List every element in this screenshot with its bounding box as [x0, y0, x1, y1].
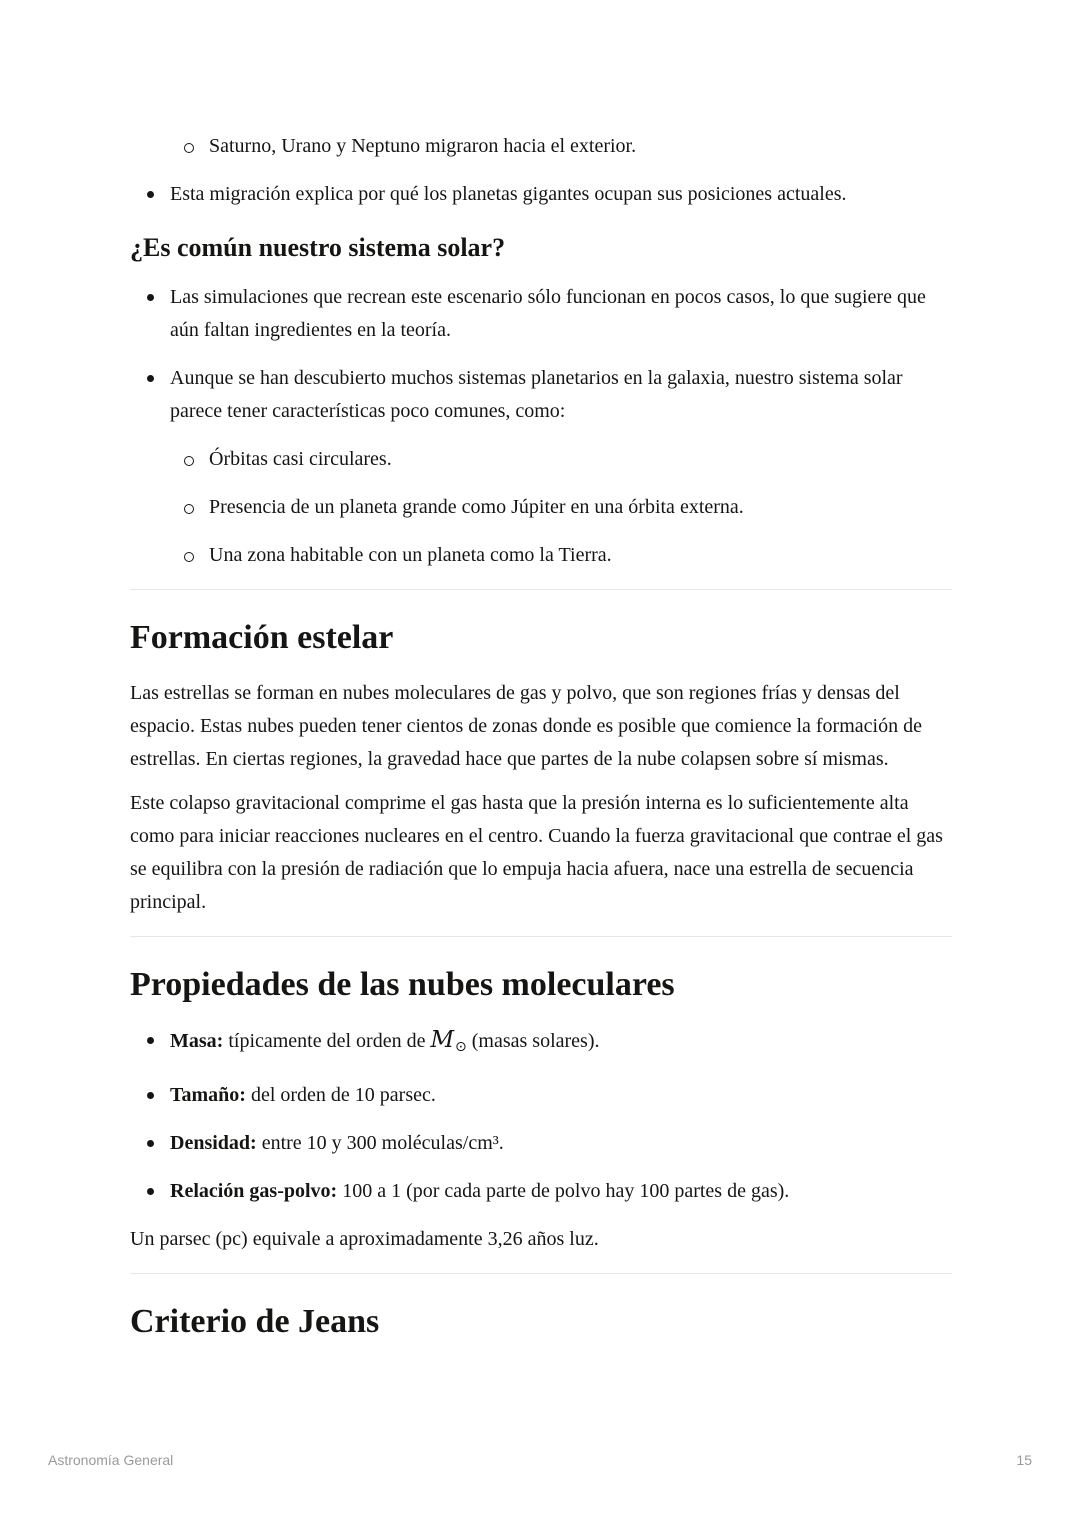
list-marker [130, 281, 170, 347]
list-marker [169, 539, 209, 572]
bullet-dot-icon [147, 1037, 154, 1044]
paragraph: Un parsec (pc) equivale a aproximadamente 3,26 años luz. [130, 1228, 599, 1250]
list-item-text: Una zona habitable con un planeta como la Tierra. [209, 544, 612, 566]
list-item-text: Esta migración explica por qué los planetas gigantes ocupan sus posiciones actuales. [170, 183, 847, 205]
bullet-dot-icon [147, 294, 154, 301]
list-item [130, 281, 952, 347]
list-item-text: Aunque se han descubierto muchos sistemas planetarios en la galaxia, nuestro sistema solar parece tener características poco comunes, como: [170, 367, 903, 422]
math-m: M [430, 1027, 455, 1053]
list-item-text [170, 1175, 952, 1208]
list-item-text: Las simulaciones que recrean este escenario sólo funcionan en pocos casos, lo que sugiere que aún faltan ingredientes en la teoría. [170, 286, 926, 341]
paragraph: Las estrellas se forman en nubes moleculares de gas y polvo, que son regiones frías y densas del espacio. Estas nubes pueden tener cientos de zonas donde es posible que comience la formación de estrellas. En ciertas regiones, la gravedad hace que partes de la nube colapsen sobre sí mismas. [130, 682, 922, 770]
term-text: típicamente del orden de [223, 1030, 431, 1052]
list-marker [130, 362, 170, 428]
term-text: del orden de 10 parsec. [245, 1084, 436, 1106]
list-marker [169, 491, 209, 524]
bullet-circle-icon [184, 456, 194, 466]
divider [130, 589, 952, 590]
list-item [130, 362, 952, 428]
page-footer [48, 1452, 1032, 1468]
solar-mass-symbol [430, 1027, 467, 1055]
term-text: 100 a 1 (por cada parte de polvo hay 100 partes de gas). [337, 1180, 790, 1202]
list-item [169, 491, 952, 524]
list-marker [130, 1024, 170, 1064]
list-item-text: Presencia de un planeta grande como Júpiter en una órbita externa. [209, 496, 744, 518]
bullet-dot-icon [147, 1140, 154, 1147]
list-item-text [170, 1079, 952, 1112]
list-item [130, 1127, 952, 1160]
bullet-circle-icon [184, 504, 194, 514]
bullet-circle-icon [184, 143, 194, 153]
list-item [169, 539, 952, 572]
bullet-circle-icon [184, 552, 194, 562]
divider [130, 1273, 952, 1274]
term-text: (masas solares). [466, 1030, 600, 1052]
section-heading-criterio-jeans: Criterio de Jeans [130, 1303, 380, 1340]
page-number: 15 [1016, 1452, 1032, 1468]
list-item [130, 1175, 952, 1208]
term-label: Masa: [170, 1030, 224, 1052]
list-item-text: Saturno, Urano y Neptuno migraron hacia el exterior. [209, 135, 637, 157]
list-item [130, 1024, 952, 1064]
section-heading-propiedades: Propiedades de las nubes moleculares [130, 966, 675, 1003]
list-item-text: Órbitas casi circulares. [209, 448, 392, 470]
bullet-dot-icon [147, 1188, 154, 1195]
list-item [169, 130, 952, 163]
document-body [130, 0, 952, 1361]
list-marker [169, 130, 209, 163]
section-heading-formacion-estelar: Formación estelar [130, 619, 394, 656]
term-label: Densidad: [170, 1132, 257, 1154]
bullet-dot-icon [147, 375, 154, 382]
list-item [169, 443, 952, 476]
list-item [130, 1079, 952, 1112]
list-item-text [170, 1127, 952, 1160]
term-label: Relación gas-polvo: [170, 1180, 338, 1202]
divider [130, 936, 952, 937]
term-label: Tamaño: [170, 1084, 246, 1106]
list-marker [130, 1079, 170, 1112]
list-item-text [170, 1024, 952, 1064]
list-marker [169, 443, 209, 476]
list-item [130, 178, 952, 211]
sun-symbol-icon: ⊙ [455, 1039, 467, 1055]
list-marker [130, 178, 170, 211]
list-marker [130, 1127, 170, 1160]
footer-document-title: Astronomía General [48, 1452, 174, 1468]
list-marker [130, 1175, 170, 1208]
term-text: entre 10 y 300 moléculas/cm³. [256, 1132, 504, 1154]
bullet-dot-icon [147, 1092, 154, 1099]
paragraph: Este colapso gravitacional comprime el gas hasta que la presión interna es lo suficientemente alta como para iniciar reacciones nucleares en el centro. Cuando la fuerza gravitacional que contrae el gas se equilibra con la presión de radiación que lo empuja hacia afuera, nace una estrella de secuencia principal. [130, 792, 943, 913]
bullet-dot-icon [147, 191, 154, 198]
section-heading-es-comun: ¿Es común nuestro sistema solar? [130, 233, 506, 262]
